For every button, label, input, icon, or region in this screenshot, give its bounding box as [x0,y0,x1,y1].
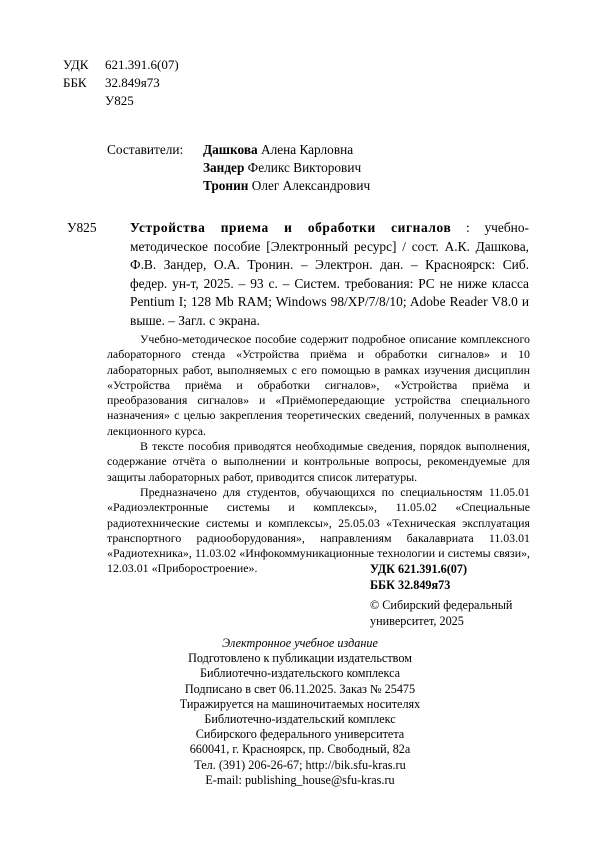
author-mark: У825 [105,93,134,108]
compiler-surname: Зандер [203,160,245,175]
copyright [370,598,530,629]
imprint-line: Библиотечно-издательский комплекс [204,712,396,727]
imprint [100,636,500,788]
bbk-bottom: ББК 32.849я73 [370,578,451,592]
imprint-line: Подписано в свет 06.11.2025. Заказ № 25475 [184,681,416,696]
compiler-surname: Тронин [203,178,249,193]
imprint-line: 660041, г. Красноярск, пр. Свободный, 82а [189,742,411,757]
imprint-line: Подготовлено к публикации издательством [188,651,412,666]
bbk-value: 32.849я73 [105,75,160,90]
imprint-line: Тел. (391) 206-26-67; http://bik.sfu-kras.ru [194,757,406,772]
udk-label: УДК [63,57,89,72]
biblio-details: : учебно-методическое пособие [Электронный ресурс] / сост. А.К. Дашкова, Ф.В. Зандер, О.А. Тронин. – Электрон. дан. – Красноярск: Сиб. федер. ун-т, 2025. – 93 с. – Систем. требования: PC не ниже класса Pentium I; 128 Mb RAM; Windows 98/XP/7/8/10; Adobe Reader V8.0 и выше. – Загл. с экрана. [130,220,529,328]
imprint-line: E-mail: publishing_house@sfu-kras.ru [205,772,395,787]
copyright-line: университет, 2025 [370,613,464,628]
abstract-paragraph: В тексте пособия приводятся необходимые сведения, порядок выполнения, содержание отчёта о выполнении и контрольные вопросы, рекомендуемые для защиты лабораторных работ, приводится список литературы. [107,439,530,484]
imprint-line: Тиражируется на машиночитаемых носителях [179,696,421,711]
udk-line [63,56,179,74]
compiler-given: Алена Карловна [257,142,354,157]
udk-bottom: УДК 621.391.6(07) [370,562,468,576]
udk-bbk-bottom [370,561,467,593]
compiler-name [203,159,503,177]
udk-value: 621.391.6(07) [105,57,179,72]
imprint-line: Библиотечно-издательского комплекса [199,666,401,681]
abstract [107,332,530,577]
compilers-label: Составители: [107,142,184,157]
classification-codes [63,56,179,110]
copyright-line: © Сибирский федеральный [370,598,513,612]
bbk-line [63,74,179,92]
imprint-line: Сибирского федерального университета [195,727,405,742]
book-title: Устройства приема и обработки сигналов [130,220,452,235]
compiler-surname: Дашкова [203,142,258,157]
compilers-list [203,141,503,195]
compiler-given: Феликс Викторович [244,160,362,175]
compiler-given: Олег Александрович [248,178,371,193]
abstract-paragraph: Предназначено для студентов, обучающихся по специальностям 11.05.01 «Радиоэлектронные системы и комплексы», 11.05.02 «Специальные радиотехнические системы и комплексы», 25.05.03 «Техническая эксплуатация транспортного радиооборудования», направлениям бакалавриата 11.03.01 «Радиотехника», 11.03.02 «Инфокоммуникационные технологии и системы связи», 12.03.01 «Приборостроение». [107,484,530,576]
abstract-paragraph: Учебно-методическое пособие содержит подробное описание комплексного лабораторного стенда «Устройства приёма и обработки сигналов» и 10 лабораторных работ, выполняемых с его помощью в рамках изучения дисциплин «Устройства приёма и обработки сигналов», «Устройства приёма и преобразования сигналов» и «Приёмопередающие устройства специального назначения» с целью закрепления теоретических сведений, полученных в рамках лекционного курса. [107,332,530,438]
edition-type: Электронное учебное издание [222,636,378,650]
biblio-code: У825 [67,220,97,235]
bbk-label: ББК [63,75,87,90]
compiler-name [203,177,503,195]
biblio-text [130,219,529,330]
compiler-name [203,141,503,159]
